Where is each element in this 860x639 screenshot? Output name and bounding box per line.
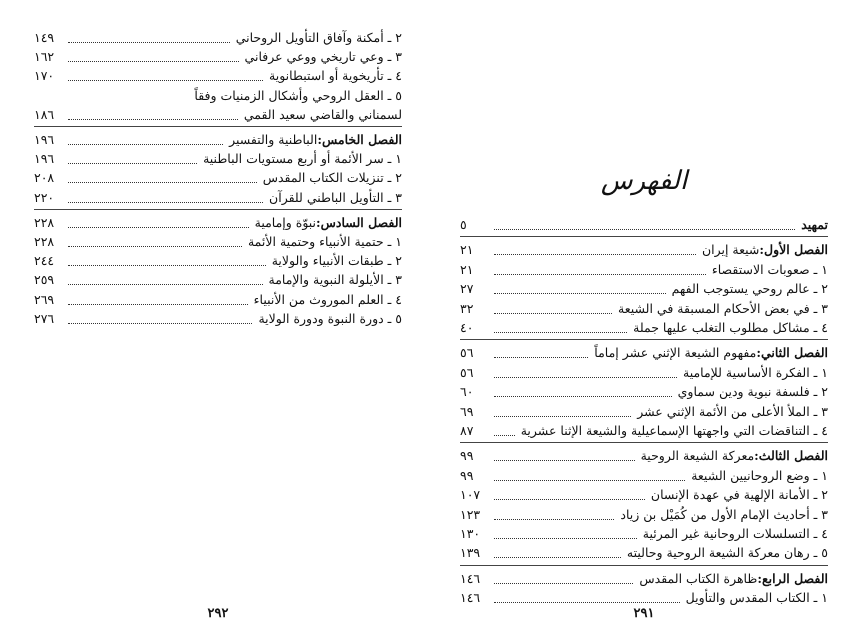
- toc-entry-title: الفصل الأول:: [759, 242, 828, 258]
- toc-page-number: ٢٢٨: [34, 214, 55, 230]
- toc-entry[interactable]: [460, 544, 828, 562]
- toc-page-number: ٥: [460, 217, 467, 232]
- toc-entry-title: ٣ ـ الأيلولة النبوية والإمامة: [268, 272, 402, 288]
- toc-entry[interactable]: [460, 525, 828, 543]
- toc-page-number: ٢٧٦: [34, 310, 55, 326]
- toc-entry[interactable]: [34, 106, 402, 124]
- toc-entry-title: الفصل الخامس:: [317, 132, 402, 147]
- toc-chapter-entry[interactable]: [34, 214, 402, 232]
- toc-entry[interactable]: [34, 150, 402, 168]
- dot-leader: [68, 295, 248, 305]
- section-divider: [34, 126, 402, 127]
- dot-leader: [494, 426, 515, 436]
- toc-entry-title: ٤ ـ التناقضات التي واجهتها الإسماعيلية والشيعة الإثنا عشرية: [520, 423, 828, 438]
- toc-entry-title: الفصل الرابع:: [757, 570, 828, 586]
- toc-entry[interactable]: [34, 310, 402, 328]
- toc-page-number: ٢٢٠: [34, 189, 55, 205]
- toc-entry[interactable]: [460, 261, 828, 279]
- dot-leader: [494, 368, 677, 378]
- toc-entry-title: ١ ـ حتمية الأنبياء وحتمية الأئمة: [247, 234, 402, 249]
- dot-leader: [494, 451, 635, 461]
- toc-entry-title: لسمناني والقاضي سعيد القمي: [243, 106, 402, 122]
- dot-leader: [68, 256, 266, 266]
- toc-chapter-entry[interactable]: [460, 216, 828, 234]
- toc-entry[interactable]: [34, 291, 402, 309]
- toc-page-number: ٦٠: [460, 384, 474, 400]
- dot-leader: [494, 490, 645, 500]
- toc-entry-title: الفصل الثالث:: [754, 448, 828, 464]
- toc-entry-title: ٣ ـ أحاديث الإمام الأول من كُمَيْل بن زياد: [620, 506, 828, 522]
- dot-leader: [494, 471, 685, 481]
- page-number-left: ٢٩٢: [207, 606, 229, 621]
- toc-entry-title: ٤ ـ تأريخوية أو استبطانوية: [269, 68, 402, 84]
- toc-entry-title: ٤ ـ مشاكل مطلوب التغلب عليها جملة: [633, 320, 828, 335]
- section-divider: [460, 339, 828, 340]
- toc-entry-title: ٣ ـ وعي تاريخي ووعي عرفاني: [244, 49, 402, 65]
- dot-leader: [494, 387, 672, 397]
- toc-entry[interactable]: [34, 233, 402, 251]
- toc-entry[interactable]: [34, 252, 402, 270]
- toc-page-number: ٢٢٨: [34, 234, 55, 249]
- toc-chapter-subtitle: مفهوم الشيعة الإثني عشر إماماً: [594, 345, 757, 361]
- toc-entry[interactable]: [34, 189, 402, 207]
- dot-leader: [494, 548, 621, 558]
- toc-entry[interactable]: [34, 87, 402, 105]
- toc-entry-title: الفصل الثاني:: [756, 345, 828, 361]
- toc-entry[interactable]: [460, 486, 828, 504]
- toc-entry[interactable]: [460, 319, 828, 337]
- section-divider: [460, 236, 828, 237]
- toc-entry[interactable]: [34, 48, 402, 66]
- toc-entry-title: ٢ ـ الأمانة الإلهية في عهدة الإنسان: [650, 487, 828, 503]
- dot-leader: [68, 52, 239, 62]
- dot-leader: [494, 323, 627, 333]
- dot-leader: [494, 220, 795, 230]
- dot-leader: [494, 574, 633, 584]
- toc-entry[interactable]: [460, 383, 828, 401]
- toc-entry-title: ٣ ـ الملأ الأعلى من الأئمة الإثني عشر: [637, 403, 828, 419]
- toc-chapter-subtitle: ظاهرة الكتاب المقدس: [639, 570, 758, 586]
- toc-page-number: ١٤٩: [34, 30, 55, 45]
- toc-entry-title: ١ ـ الفكرة الأساسية للإمامية: [683, 364, 828, 380]
- toc-entry-title: ١ ـ الكتاب المقدس والتأويل: [685, 590, 828, 606]
- toc-page-number: ٢٧: [460, 281, 474, 297]
- section-divider: [34, 209, 402, 210]
- toc-entry-title: ٥ ـ دورة النبوة ودورة الولاية: [258, 310, 402, 326]
- dot-leader: [68, 173, 257, 183]
- toc-entry-title: ١ ـ وضع الروحانيين الشيعة: [691, 467, 828, 483]
- dot-leader: [494, 529, 637, 539]
- toc-page-number: ٩٩: [460, 448, 474, 464]
- toc-entry-title: ٢ ـ فلسفة نبوية ودين سماوي: [677, 384, 828, 400]
- toc-entry[interactable]: [34, 29, 402, 47]
- toc-entry[interactable]: [34, 169, 402, 187]
- toc-page-number: ١٦٢: [34, 49, 55, 65]
- toc-entry[interactable]: [460, 280, 828, 298]
- dot-leader: [68, 218, 249, 228]
- toc-entry-title: ٤ ـ التسلسلات الروحانية غير المرئية: [642, 526, 828, 541]
- dot-leader: [494, 407, 631, 417]
- toc-entry[interactable]: [460, 467, 828, 485]
- toc-entry-title: ٣ ـ في بعض الأحكام المسبقة في الشيعة: [618, 300, 828, 316]
- toc-page-number: ٣٢: [460, 300, 474, 316]
- toc-page-number: ١٩٦: [34, 132, 55, 147]
- toc-page-number: ١٨٦: [34, 106, 55, 122]
- toc-entry-title: ٢ ـ أمكنة وآفاق التأويل الروحاني: [235, 30, 402, 45]
- toc-page-number: ١٤٦: [460, 570, 481, 586]
- left-page: [34, 0, 402, 639]
- toc-page-number: ٢٠٨: [34, 170, 55, 186]
- toc-page-number: ١٣٩: [460, 545, 481, 561]
- toc-entry-title: الفصل السادس:: [316, 214, 402, 230]
- toc-page-number: ٢٦٩: [34, 291, 55, 307]
- dot-leader: [68, 110, 238, 120]
- toc-entry[interactable]: [460, 422, 828, 440]
- toc-page-number: ٥٦: [460, 364, 474, 380]
- dot-leader: [494, 510, 614, 520]
- index-title: الفهرس: [600, 166, 688, 196]
- toc-page-number: ٨٧: [460, 423, 474, 438]
- toc-entry-title: ٢ ـ طبقات الأنبياء والولاية: [271, 253, 402, 269]
- toc-page-number: ٢١: [460, 261, 474, 277]
- toc-entry-title: ٥ ـ رهان معركة الشيعة الروحية وحاليته: [626, 545, 828, 561]
- toc-chapter-subtitle: شيعة إيران: [701, 242, 760, 258]
- toc-entry[interactable]: [34, 67, 402, 85]
- dot-leader: [494, 593, 680, 603]
- toc-chapter-entry[interactable]: [460, 447, 828, 465]
- dot-leader: [68, 193, 263, 203]
- toc-entry-title: ٢ ـ تنزيلات الكتاب المقدس: [262, 170, 402, 186]
- toc-entry-title: ٤ ـ العلم الموروث من الأنبياء: [253, 291, 402, 307]
- toc-page-number: ٢٤٤: [34, 253, 55, 269]
- toc-chapter-entry[interactable]: [460, 241, 828, 259]
- toc-entry-title: ٥ ـ العقل الروحي وأشكال الزمنيات وفقاً: [194, 87, 402, 103]
- toc-entry[interactable]: [460, 300, 828, 318]
- dot-leader: [68, 237, 242, 247]
- toc-entry[interactable]: [460, 403, 828, 421]
- section-divider: [460, 442, 828, 443]
- toc-entry-title: تمهيد: [801, 217, 828, 232]
- toc-entry-title: ١ ـ سر الأئمة أو أربع مستويات الباطنية: [203, 151, 402, 167]
- toc-page-number: ٤٠: [460, 320, 474, 335]
- toc-entry[interactable]: [460, 506, 828, 524]
- toc-entry[interactable]: [34, 271, 402, 289]
- toc-entry-title: ٢ ـ عالم روحي يستوجب الفهم: [671, 281, 828, 297]
- toc-page-number: ٢٥٩: [34, 272, 55, 288]
- toc-page-number: ٢١: [460, 242, 474, 258]
- toc-chapter-entry[interactable]: [460, 570, 828, 588]
- toc-chapter-entry[interactable]: [34, 131, 402, 149]
- toc-chapter-subtitle: معركة الشيعة الروحية: [640, 448, 755, 464]
- toc-entry[interactable]: [460, 364, 828, 382]
- dot-leader: [494, 304, 612, 314]
- dot-leader: [68, 91, 188, 101]
- toc-entry-title: ٣ ـ التأويل الباطني للقرآن: [269, 189, 402, 205]
- toc-page-number: ٦٩: [460, 403, 474, 419]
- page-number-right: ٢٩١: [633, 606, 655, 621]
- dot-leader: [68, 33, 230, 43]
- dot-leader: [494, 348, 588, 358]
- toc-page-number: ١٩٦: [34, 151, 55, 167]
- dot-leader: [494, 265, 706, 275]
- toc-entry-title: ١ ـ صعوبات الاستقصاء: [711, 261, 828, 277]
- dot-leader: [68, 135, 223, 145]
- dot-leader: [68, 154, 197, 164]
- toc-page-number: ٩٩: [460, 467, 474, 483]
- toc-page-number: ١٢٣: [460, 506, 481, 522]
- section-divider: [460, 565, 828, 566]
- toc-page-number: ١٣٠: [460, 526, 481, 541]
- dot-leader: [494, 284, 666, 294]
- dot-leader: [68, 71, 263, 81]
- dot-leader: [68, 275, 263, 285]
- toc-chapter-subtitle: نبوّة وإمامية: [254, 214, 317, 230]
- toc-page-number: ٥٦: [460, 345, 474, 361]
- dot-leader: [494, 245, 696, 255]
- toc-chapter-subtitle: الباطنية والتفسير: [229, 132, 318, 147]
- toc-chapter-entry[interactable]: [460, 344, 828, 362]
- dot-leader: [68, 314, 252, 324]
- right-page: [460, 0, 828, 639]
- toc-entry[interactable]: [460, 589, 828, 607]
- toc-page-number: ١٧٠: [34, 68, 55, 84]
- toc-page-number: ١٠٧: [460, 487, 481, 503]
- toc-page-number: ١٤٦: [460, 590, 481, 606]
